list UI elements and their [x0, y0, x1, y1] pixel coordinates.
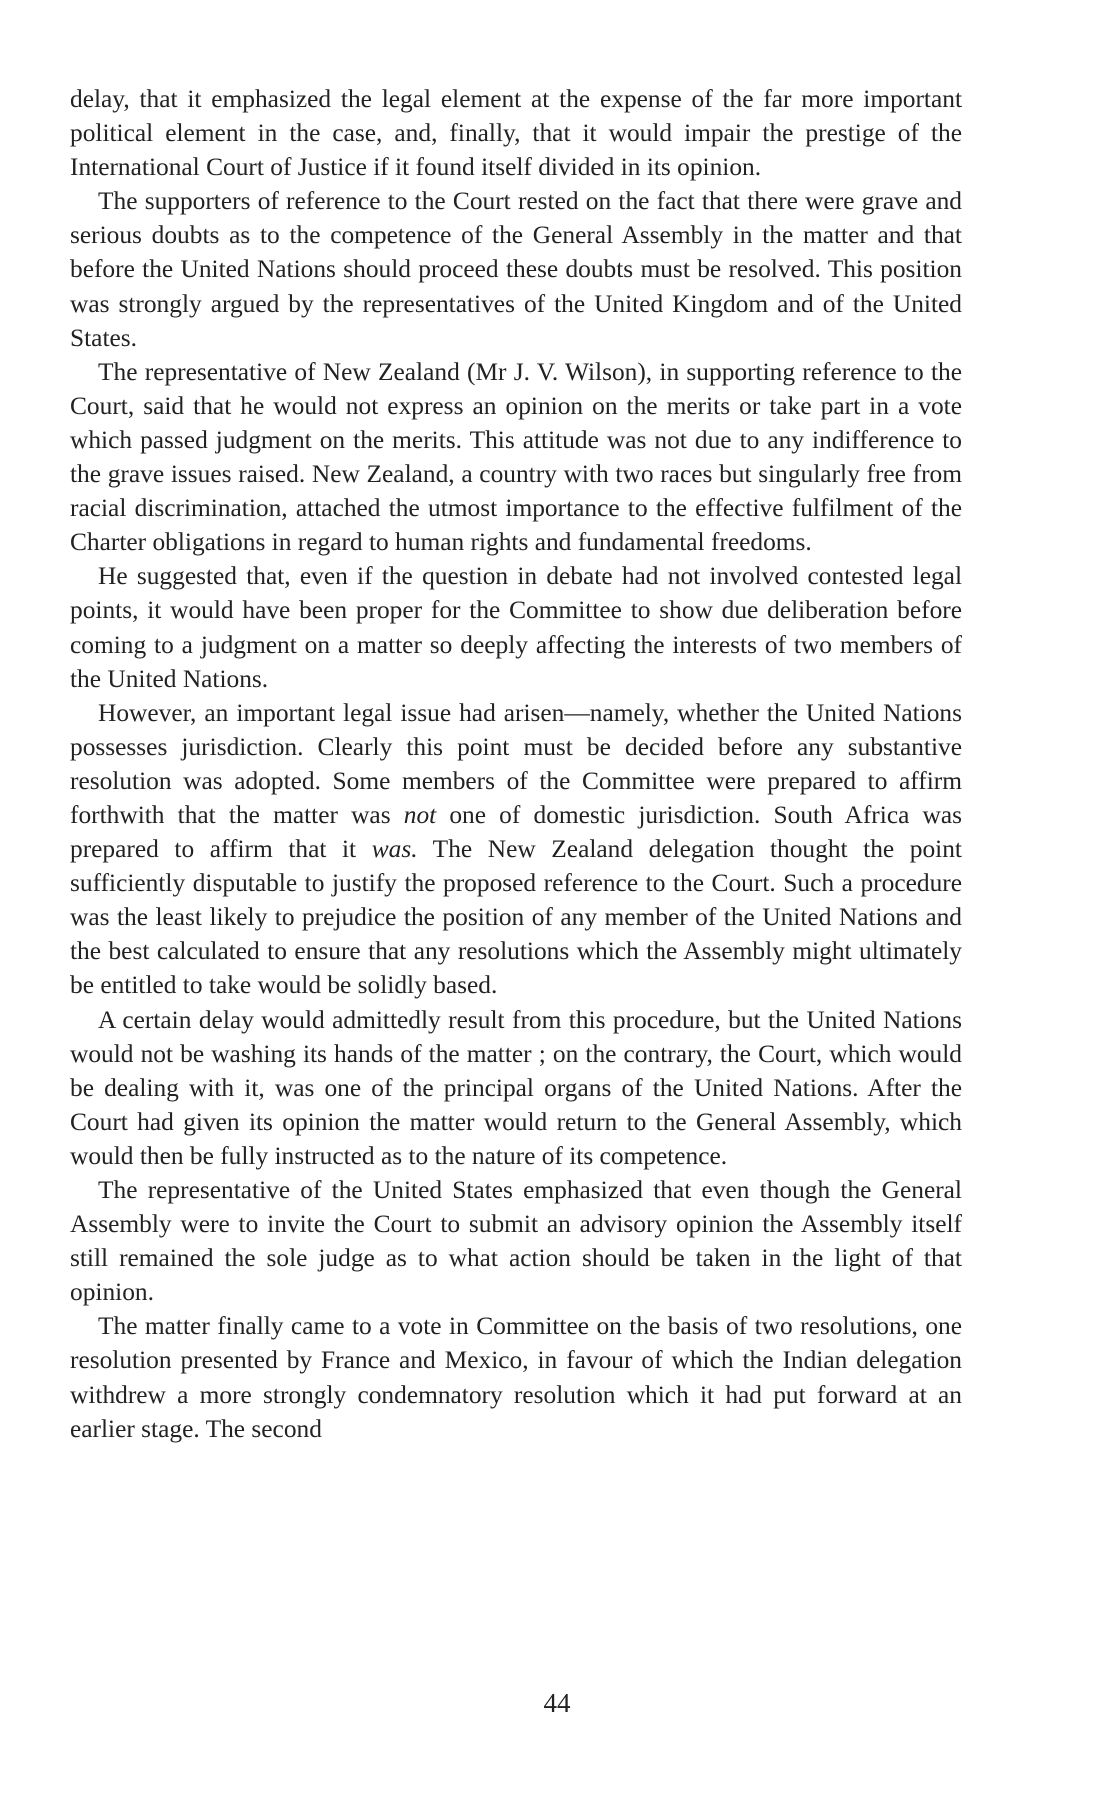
paragraph-5-emphasis-was: was. [371, 835, 418, 864]
paragraph-5-part-a: However, an important legal issue had arisen—namely, whether the United Nations possesses jurisdiction. Clearly this point must be decided before any substantive resolution was adopted. Some members of the Committee were prepared to affirm forthwith that the matter was [70, 698, 962, 829]
page-number: 44 [543, 1688, 571, 1718]
paragraph-3: The representative of New Zealand (Mr J. V. Wilson), in supporting reference to the Court, said that he would not express an opinion on the merits or take part in a vote which passed judgment on the merits. This attitude was not due to any indifference to the grave issues raised. New Zealand, a country with two races but singularly free from racial discrimination, attached the utmost importance to the effective fulfilment of the Charter obligations in regard to human rights and fundamental freedoms. [70, 357, 962, 557]
paragraph-5-part-b: one of domestic jurisdiction. South Africa was prepared to affirm that it [70, 800, 963, 864]
paragraph-2: The supporters of reference to the Court rested on the fact that there were grave and serious doubts as to the competence of the General Assembly in the matter and that before the United Nations should proceed these doubts must be resolved. This position was strongly argued by the representatives of the United Kingdom and of the United States. [70, 187, 962, 352]
paragraph-6: A certain delay would admittedly result from this procedure, but the United Nations would not be washing its hands of the matter ; on the contrary, the Court, which would be dealing with it, was one of the principal organs of the United Nations. After the Court had given its opinion the matter would return to the General Assembly, which would then be fully instructed as to the nature of its competence. [70, 1005, 962, 1170]
paragraph-5-emphasis-not: not [403, 800, 437, 829]
paragraph-1: delay, that it emphasized the legal element at the expense of the far more important political element in the case, and, finally, that it would impair the prestige of the International Court of Justice if it found itself divided in its opinion. [70, 85, 962, 182]
paragraph-7: The representative of the United States emphasized that even though the General Assembly were to invite the Court to submit an advisory opinion the Assembly itself still remained the sole judge as to what action should be taken in the light of that opinion. [70, 1176, 962, 1307]
paragraph-5 [70, 696, 962, 1003]
paragraph-4: He suggested that, even if the question in debate had not involved contested legal points, it would have been proper for the Committee to show due deliberation before coming to a judgment on a matter so deeply affecting the interests of two members of the United Nations. [70, 562, 962, 693]
paragraph-5-part-c: The New Zealand delegation thought the point sufficiently disputable to justify the proposed reference to the Court. Such a procedure was the least likely to prejudice the position of any member of the United Nations and the best calculated to ensure that any resolutions which the Assembly might ultimately be entitled to take would be solidly based. [70, 835, 962, 1000]
paragraph-8: The matter finally came to a vote in Committee on the basis of two resolutions, one resolution presented by France and Mexico, in favour of which the Indian delegation withdrew a more strongly condemnatory resolution which it had put forward at an earlier stage. The second [70, 1312, 962, 1443]
page-body [70, 82, 962, 1446]
